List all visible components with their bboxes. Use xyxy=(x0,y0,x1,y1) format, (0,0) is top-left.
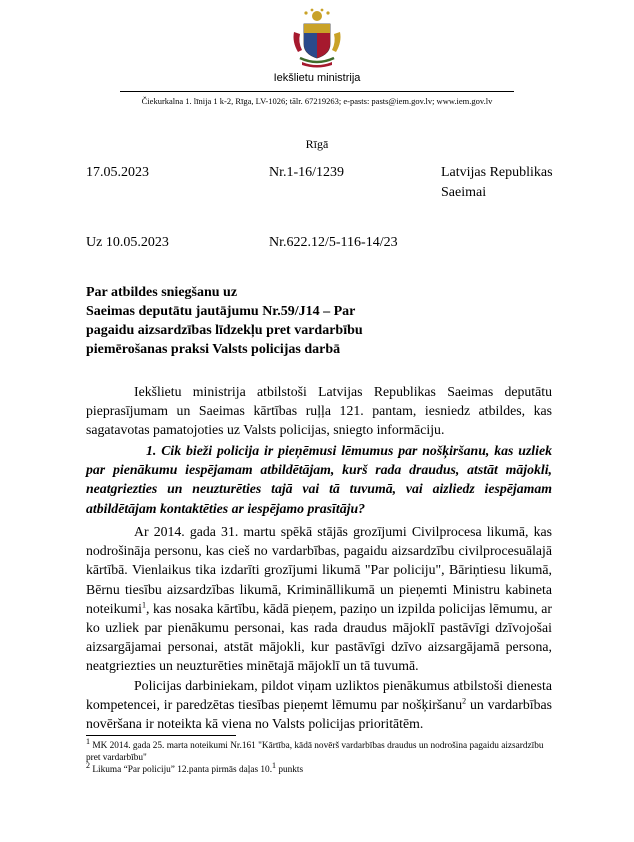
footnote-2 xyxy=(86,760,552,776)
subject-line: Saeimas deputātu jautājumu Nr.59/J14 – Par xyxy=(86,304,356,319)
police-text-cont: un vardarbības novēršana ir noteikta kā viena no Valsts policijas prioritātēm. xyxy=(86,697,552,732)
footnote-ref-1[interactable]: 1 xyxy=(141,600,146,610)
question-1: 1. Cik bieži policija ir pieņēmusi lēmumus par nošķiršanu, kas uzliek par pienākumu iespējamam atbildētājam, kurš rada draudus, atstāt mājokli, neatgriezties un neuzturēties tajā vai tā tuvumā, vai aizliedz iespējamam atbildētājam kontaktēties ar iespējamo prasītāju? xyxy=(86,443,552,516)
subject-line: piemērošanas praksi Valsts policijas darbā xyxy=(86,342,341,357)
answer-paragraph xyxy=(86,522,552,676)
police-paragraph xyxy=(86,676,552,734)
footnote-1-text: MK 2014. gada 25. marta noteikumi Nr.161 "Kārtība, kādā novērš vardarbības draudus un nodrošina pagaidu aizsardzību pret vardarbību" xyxy=(86,741,544,763)
footnote-ref-2[interactable]: 2 xyxy=(462,696,467,706)
footnote-1-mark: 1 xyxy=(86,736,90,746)
police-text: Policijas darbiniekam, pildot viņam uzliktos pienākumus atbilstoši dienesta kompetencei, ir paredzētas tiesības pieņemt lēmumu par nošķiršanu xyxy=(86,678,552,713)
header-divider xyxy=(120,91,514,92)
intro-paragraph: Iekšlietu ministrija atbilstoši Latvijas Republikas Saeimas deputātu pieprasījumam un Saeimas kārtības ruļļa 121. pantam, iesniedz atbildes, kas sagatavotas pamatojoties uz Valsts policijas, sniegto informāciju. xyxy=(86,384,552,438)
contact-line: Čiekurkalna 1. līnija 1 k-2, Rīga, LV-1026; tālr. 67219263; e-pasts: pasts@iem.gov.lv; www.iem.gov.lv xyxy=(141,96,493,106)
subject-line: Par atbildes sniegšanu uz xyxy=(86,285,238,300)
answer-text-cont: , kas nosaka kārtību, kādā pieņem, paziņo un izpilda policijas lēmumu, ar ko uzliek par pienākumu personai, kas rada draudus mājoklī pastāvīgi dzīvojošai aizsargājamai personai, atstāt mājokli, kur pastāvīgi dzīvo aizsargājamā persona, neatgriezties un neuzturēties minētajā mājoklī un tā tuvumā. xyxy=(86,600,552,674)
subject-line: pagaidu aizsardzības līdzekļu pret vardarbību xyxy=(86,323,363,338)
document-date: 17.05.2023 xyxy=(86,165,149,180)
document-number: Nr.1-16/1239 xyxy=(269,165,345,180)
footnote-2-mark: 2 xyxy=(86,760,90,770)
reply-to-date: Uz 10.05.2023 xyxy=(86,235,169,250)
recipient-line2: Saeimai xyxy=(441,185,487,200)
footnote-1 xyxy=(86,736,552,764)
answer-text: Ar 2014. gada 31. martu spēkā stājās grozījumi Civilprocesa likumā, kas nodrošināja personu, kas cieš no vardarbības, pagaidu aizsardzību civilprocesuālajā kārtībā. Vienlaikus tika izdarīti grozījumi likumā "Par policiju", Bāriņtiesu likumā, Bērnu tiesību aizsardzības likumā, Krimināllikumā un pieņemti Ministru kabineta noteikumi xyxy=(86,524,552,616)
footnote-2-sup: 1 xyxy=(272,760,277,770)
footnote-2-tail: punkts xyxy=(276,765,304,775)
footnote-2-text: Likuma “Par policiju” 12.panta pirmās daļas 10. xyxy=(90,765,273,775)
footnote-divider xyxy=(86,735,236,736)
place: Rīgā xyxy=(305,137,329,151)
recipient-line1: Latvijas Republikas xyxy=(441,165,553,180)
ministry-name: Iekšlietu ministrija xyxy=(273,72,361,84)
latvian-coat-of-arms-icon xyxy=(290,8,344,68)
reply-to-number: Nr.622.12/5-116-14/23 xyxy=(269,235,398,250)
subject xyxy=(86,283,406,359)
